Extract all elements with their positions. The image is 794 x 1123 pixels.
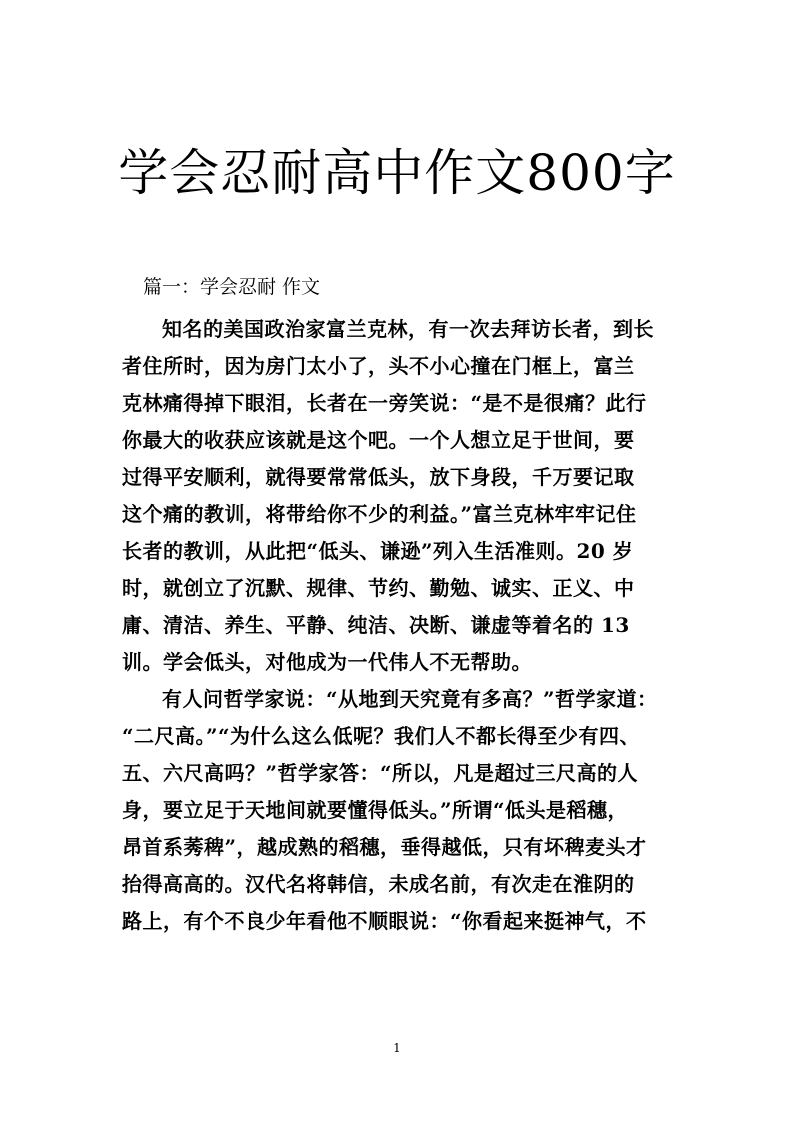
body-line: 你最大的收获应该就是这个吧。一个人想立足于世间，要 <box>122 428 635 452</box>
body-line: 庸、清洁、养生、平静、纯洁、决断、谦虚等着名的 13 <box>122 613 630 637</box>
body-line: 有人问哲学家说：“从地到天究竟有多高？”哲学家道： <box>162 687 658 711</box>
body-line: 身，要立足于天地间就要懂得低头。”所谓“低头是稻穗， <box>122 798 629 822</box>
body-line: 这个痛的教训，将带给你不少的利益。”富兰克林牢牢记住 <box>122 502 637 526</box>
document-title: 学会忍耐高中作文800字 <box>118 144 676 202</box>
body-line: 五、六尺高吗？”哲学家答：“所以，凡是超过三尺高的人 <box>122 761 639 785</box>
body-line: 者住所时，因为房门太小了，头不小心撞在门框上，富兰 <box>122 354 635 378</box>
body-line: “二尺高。”“为什么这么低呢？我们人不都长得至少有四、 <box>122 724 641 748</box>
body-line: 抬得高高的。汉代名将韩信，未成名前，有次走在淮阴的 <box>122 872 635 896</box>
body-line: 克林痛得掉下眼泪，长者在一旁笑说：“是不是很痛？此行 <box>122 391 647 415</box>
body-line: 路上，有个不良少年看他不顺眼说：“你看起来挺神气，不 <box>122 909 647 933</box>
body-line: 训。学会低头，对他成为一代伟人不无帮助。 <box>122 650 532 674</box>
body-line: 过得平安顺利，就得要常常低头，放下身段，千万要记取 <box>122 465 635 489</box>
page-number: 1 <box>393 1041 401 1055</box>
section-heading: 篇一：学会忍耐 作文 <box>143 276 321 298</box>
body-text <box>122 311 682 940</box>
body-line: 知名的美国政治家富兰克林，有一次去拜访长者，到长 <box>162 317 654 341</box>
body-line: 昂首系莠稗”，越成熟的稻穗，垂得越低，只有坏稗麦头才 <box>122 835 647 859</box>
body-line: 时，就创立了沉默、规律、节约、勤勉、诚实、正义、中 <box>122 576 635 600</box>
body-line: 长者的教训，从此把“低头、谦逊”列入生活准则。20 岁 <box>122 539 634 563</box>
